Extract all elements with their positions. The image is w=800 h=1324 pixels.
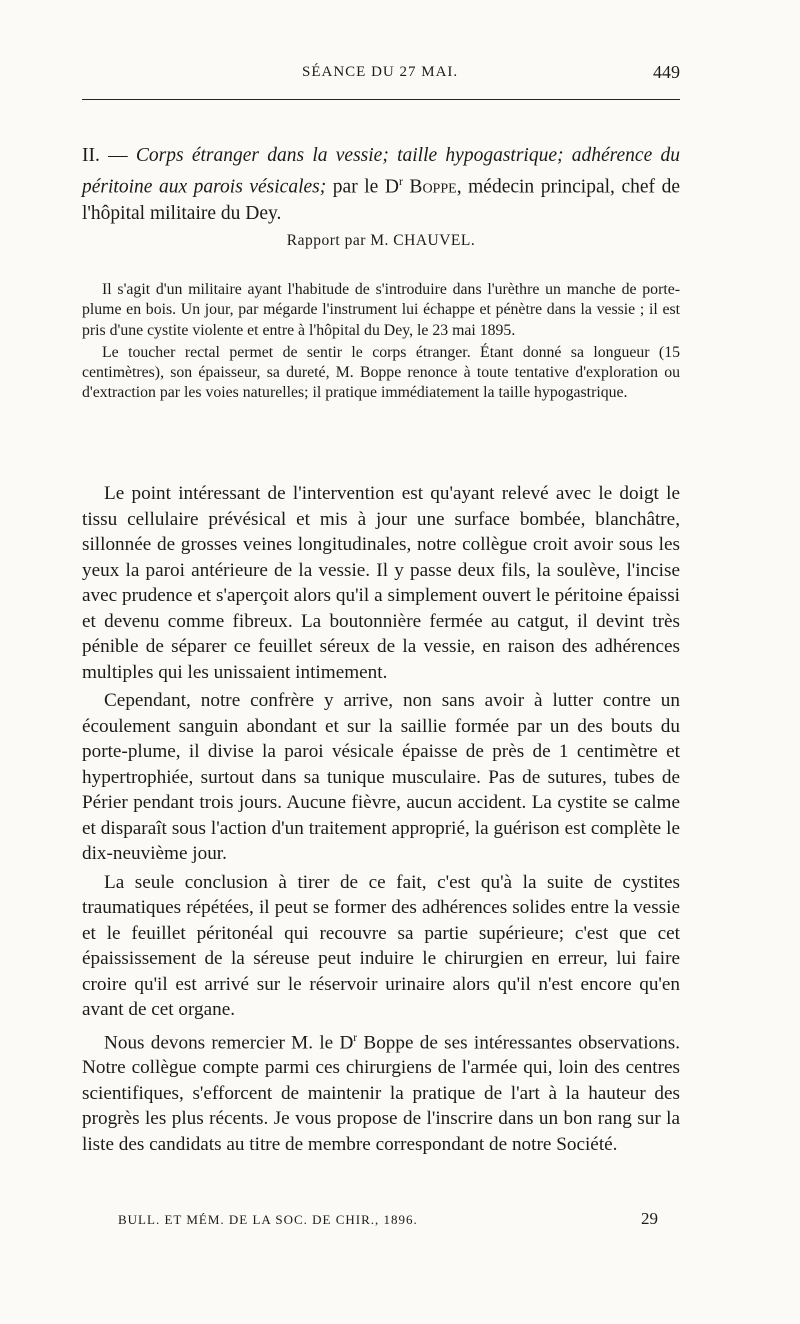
body-paragraph: Le point intéressant de l'intervention est qu'ayant relevé avec le doigt le tissu cellulaire prévésical et mis à jour une surface bombée, blanchâtre, sillonnée de grosses veines longitudinales, notre collègue croit avoir sous les yeux la paroi antérieure de la vessie. Il y passe deux fils, la soulève, l'incise avec prudence et s'aperçoit alors qu'il a simplement ouvert le péritoine épaissi et devenu comme fibreux. La boutonnière fermée au catgut, il devint très pénible de séparer ce feuillet séreux de la vessie, en raison des adhérences multiples qui les unissaient intimement. xyxy=(82,483,680,683)
rapport-line: Rapport par M. CHAUVEL. xyxy=(286,232,476,249)
title-by-sup: r xyxy=(398,175,403,188)
report-summary xyxy=(82,280,680,404)
page-header xyxy=(82,60,680,90)
page-number: 449 xyxy=(653,62,680,82)
body-paragraph: Cependant, notre confrère y arrive, non sans avoir à lutter contre un écoulement sanguin abondant et sur la saillie formée par un des bouts du porte-plume, il divise la paroi vésicale épaisse de près de 1 centimètre et hypertrophiée, surtout dans sa tunique musculaire. Pas de sutures, tubes de Périer pendant trois jours. Aucune fièvre, aucun accident. La cystite se calme et disparaît sous l'action d'un traitement approprié, la guérison est complète le dix-neuvième jour. xyxy=(82,690,680,864)
title-rest: , médecin principal, chef de l'hôpital militaire du Dey. xyxy=(82,176,680,224)
last-sup: r xyxy=(353,1031,358,1044)
title-number: II. — xyxy=(82,145,136,166)
report-body xyxy=(82,481,680,1157)
last-after: Boppe de ses intéressantes observations. Notre collègue compte parmi ces chirurgiens de l'armée qui, loin des centres scientifiques, s'efforcent de maintenir la pratique de l'art à la hauteur des progrès les plus récents. Je vous propose de l'inscrire dans un bon rang sur la liste des candidats au titre de membre correspondant de notre Société. xyxy=(82,1031,680,1155)
header-rule xyxy=(82,99,680,100)
page-footer xyxy=(118,1209,658,1236)
title-by: par le D xyxy=(326,176,399,198)
last-before: Nous devons remercier M. le D xyxy=(104,1031,354,1053)
body-paragraph: La seule conclusion à tirer de ce fait, c'est qu'à la suite de cystites traumatiques répétées, il peut se former des adhérences solides entre la vessie et le feuillet péritonéal qui recouvre sa partie supérieure; c'est que cet épaississement de la séreuse peut induire le chirurgien en erreur, lui faire croire qu'il est arrivé sur le réservoir urinaire alors qu'il n'est encore qu'en avant de cet organe. xyxy=(82,871,680,1020)
body-paragraph-last xyxy=(82,1026,680,1158)
summary-paragraph: Le toucher rectal permet de sentir le corps étranger. Étant donné sa longueur (15 centimètres), son épaisseur, sa dureté, M. Boppe renonce à toute tentative d'exploration ou d'extraction par les voies naturelles; il pratique immédiatement la taille hypogastrique. xyxy=(82,343,680,402)
footer-source: BULL. ET MÉM. DE LA SOC. DE CHIR., 1896. xyxy=(118,1212,418,1227)
article-title xyxy=(82,143,680,227)
running-head: SÉANCE DU 27 MAI. xyxy=(302,64,459,80)
signature-mark: 29 xyxy=(641,1209,658,1228)
title-italic: Corps étranger dans la vessie; taille hypogastrique; adhérence du péritoine aux parois vésicales; xyxy=(82,145,680,198)
title-author: Boppe xyxy=(402,176,457,198)
summary-paragraph: Il s'agit d'un militaire ayant l'habitude de s'introduire dans l'urèthre un manche de porte-plume en bois. Un jour, par mégarde l'instrument lui échappe et pénètre dans la vessie ; il est pris d'une cystite violente et entre à l'hôpital du Dey, le 23 mai 1895. xyxy=(82,281,680,339)
